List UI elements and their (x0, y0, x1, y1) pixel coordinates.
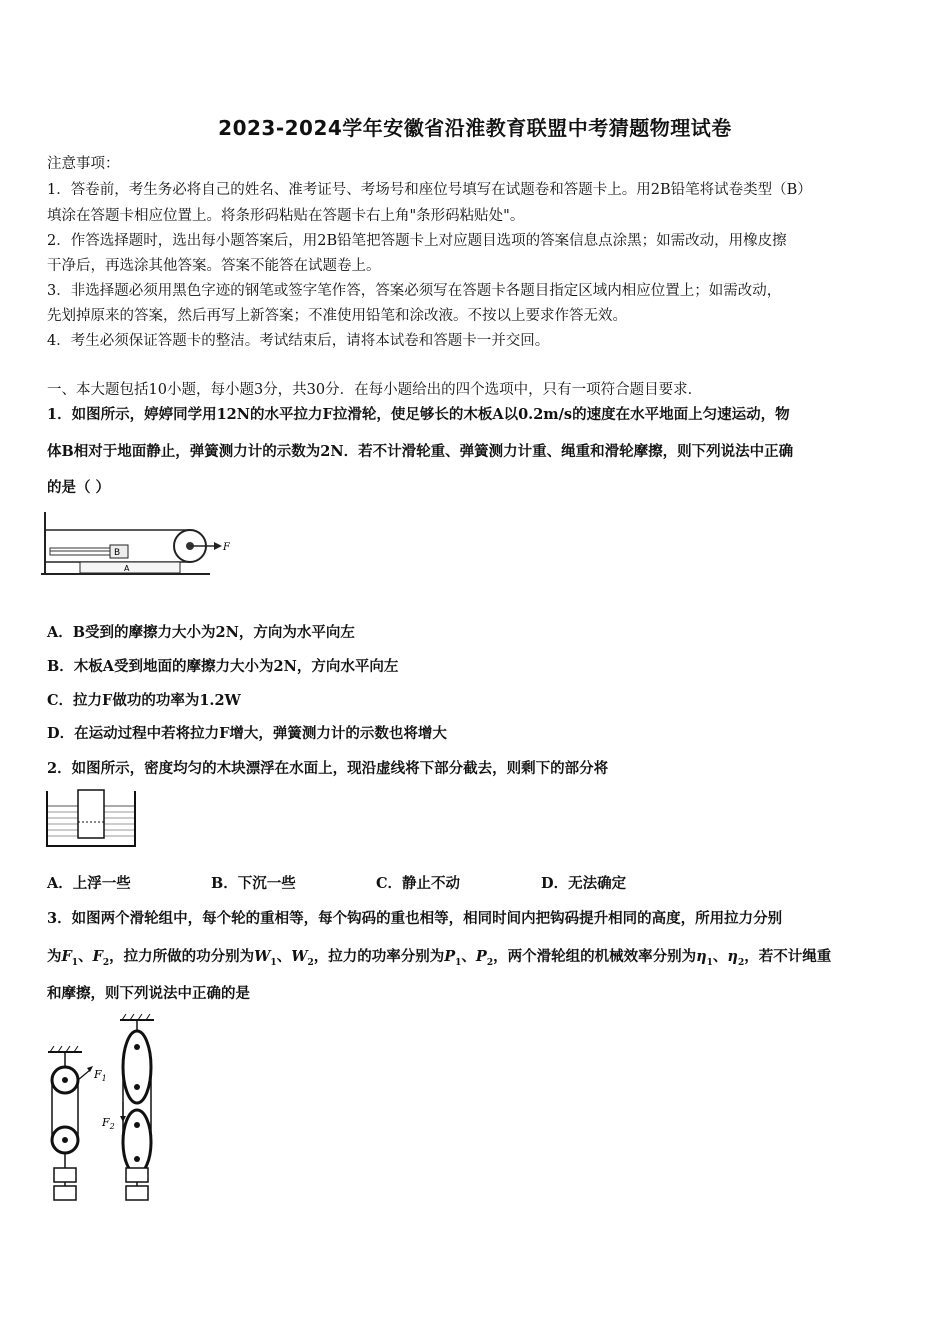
notice-line: 4．考生必须保证答题卡的整洁。考试结束后，请将本试卷和答题卡一并交回。 (47, 333, 550, 349)
label-b: B (114, 548, 121, 558)
q1-option-c: C．拉力F做功的功率为1.2W (47, 692, 241, 709)
label-f: F (223, 542, 230, 553)
q3-stem-line-2: 为$F_1$、$F_2$，拉力所做的功分别为$W_1$、$W_2$，拉力的功率分别为$P_1$、$P_2$，两个滑轮组的机械效率分别为$\eta_1$、$\eta_2$，若不计绳重 (47, 948, 832, 968)
q2-option-b: B．下沉一些 (211, 875, 296, 892)
q2-stem: 2．如图所示，密度均匀的木块漂浮在水面上，现沿虚线将下部分截去，则剩下的部分将 (47, 760, 609, 777)
notice-line: 干净后，再选涂其他答案。答案不能答在试题卷上。 (47, 258, 381, 274)
q2-option-c: C．静止不动 (376, 875, 461, 892)
notice-line: 1．答卷前，考生务必将自己的姓名、准考证号、考场号和座位号填写在试题卷和答题卡上。用2B铅笔将试卷类型（B） (47, 182, 812, 198)
page-title: 2023-2024学年安徽省沿淮教育联盟中考猜题物理试卷 (218, 116, 732, 140)
q1-option-d: D．在运动过程中若将拉力F增大，弹簧测力计的示数也将增大 (47, 725, 447, 742)
q1-stem-line: 1．如图所示，婷婷同学用12N的水平拉力F拉滑轮，使足够长的木板A以0.2m/s的速度在水平地面上匀速运动，物 (47, 406, 790, 423)
q1-stem-line: 体B相对于地面静止，弹簧测力计的示数为2N．若不计滑轮重、弹簧测力计重、绳重和滑轮摩擦，则下列说法中正确 (47, 443, 794, 460)
section-heading: 一、本大题包括10小题，每小题3分，共30分．在每小题给出的四个选项中，只有一项符合题目要求． (47, 382, 703, 398)
q2-option-a: A．上浮一些 (47, 875, 131, 892)
label-a: A (124, 564, 130, 573)
q3-stem-line: 3．如图两个滑轮组中，每个轮的重相等，每个钩码的重也相等，相同时间内把钩码提升相同的高度，所用拉力分别 (47, 910, 783, 927)
label-f1: $F_1$ (94, 1068, 107, 1083)
q2-option-d: D．无法确定 (541, 875, 627, 892)
q1-option-b: B．木板A受到地面的摩擦力大小为2N，方向水平向左 (47, 658, 399, 675)
q3-pulley-systems-figure (40, 1012, 175, 1207)
notice-line: 先划掉原来的答案，然后再写上新答案；不准使用铅笔和涂改液。不按以上要求作答无效。 (47, 308, 627, 324)
notice-line: 3．非选择题必须用黑色字迹的钢笔或签字笔作答，答案必须写在答题卡各题目指定区域内相应位置上；如需改动， (47, 283, 782, 299)
q3-stem-line: 和摩擦，则下列说法中正确的是 (47, 985, 250, 1002)
q1-pulley-figure (40, 510, 230, 582)
notice-line: 2．作答选择题时，选出每小题答案后，用2B铅笔把答题卡上对应题目选项的答案信息点涂黑；如需改动，用橡皮擦 (47, 233, 787, 249)
notice-line: 填涂在答题卡相应位置上。将条形码粘贴在答题卡右上角"条形码粘贴处"。 (47, 208, 525, 224)
notice-heading: 注意事项： (47, 156, 120, 172)
q1-stem-line: 的是（ ） (47, 479, 111, 496)
q1-option-a: A．B受到的摩擦力大小为2N，方向为水平向左 (47, 624, 355, 641)
label-f2: $F_2$ (102, 1116, 115, 1131)
q2-floating-block-figure (44, 788, 140, 850)
